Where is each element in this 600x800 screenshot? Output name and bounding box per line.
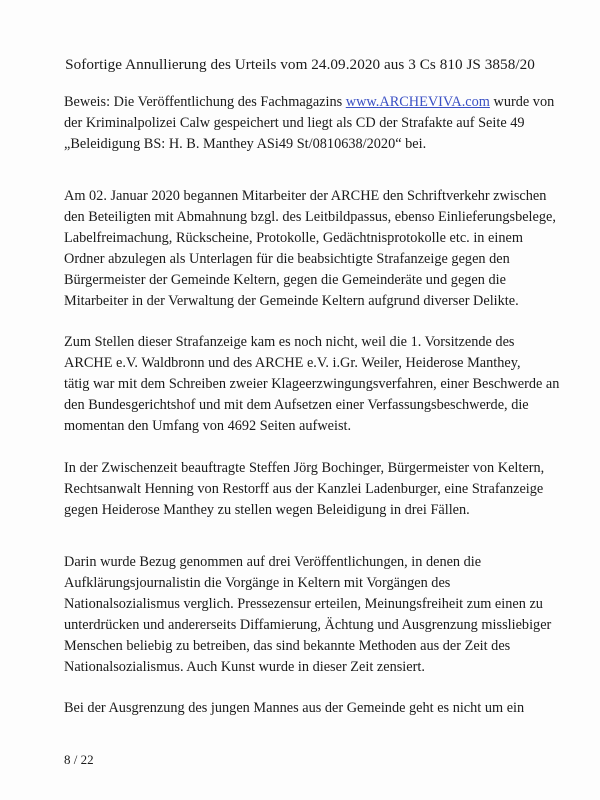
paragraph-line: Darin wurde Bezug genommen auf drei Veröffentlichungen, in denen die	[64, 554, 482, 570]
evidence-prefix: Beweis: Die Veröffentlichung des Fachmagazins	[64, 94, 346, 110]
paragraph-line: Am 02. Januar 2020 begannen Mitarbeiter der ARCHE den Schriftverkehr zwischen	[64, 188, 547, 204]
paragraph-1	[64, 186, 574, 312]
evidence-suffix: wurde von	[489, 94, 555, 110]
paragraph-line: momentan den Umfang von 4692 Seiten aufweist.	[64, 418, 352, 434]
paragraph-line: Nationalsozialismus verglich. Pressezensur erteilen, Meinungsfreiheit zum einen zu	[64, 596, 543, 612]
paragraph-line: Labelfreimachung, Rückscheine, Protokolle, Gedächtnisprotokolle etc. in einem	[64, 230, 523, 246]
paragraph-line: gegen Heiderose Manthey zu stellen wegen Beleidigung in drei Fällen.	[64, 502, 470, 518]
paragraph-line: Aufklärungsjournalistin die Vorgänge in Keltern mit Vorgängen des	[64, 575, 451, 591]
paragraph-3	[64, 458, 574, 521]
evidence-line-2: der Kriminalpolizei Calw gespeichert und liegt als CD der Strafakte auf Seite 49	[64, 115, 525, 131]
document-title: Sofortige Annullierung des Urteils vom 24.09.2020 aus 3 Cs 810 JS 3858/20	[65, 56, 535, 73]
paragraph-line: Mitarbeiter in der Verwaltung der Gemeinde Keltern aufgrund diverser Delikte.	[64, 293, 519, 309]
paragraph-line: Bürgermeister der Gemeinde Keltern, gegen die Gemeinderäte und gegen die	[64, 272, 506, 288]
paragraph-line: In der Zwischenzeit beauftragte Steffen Jörg Bochinger, Bürgermeister von Keltern,	[64, 460, 545, 476]
paragraph-line: Nationalsozialismus. Auch Kunst wurde in dieser Zeit zensiert.	[64, 659, 425, 675]
paragraph-line: den Bundesgerichtshof und mit dem Aufsetzen einer Verfassungsbeschwerde, die	[64, 397, 529, 413]
paragraph-line: unterdrücken und andererseits Diffamierung, Ächtung und Ausgrenzung missliebiger	[64, 617, 552, 633]
paragraph-line: Menschen beliebig zu betreiben, das sind bekannte Methoden aus der Zeit des	[64, 638, 511, 654]
paragraph-line: tätig war mit dem Schreiben zweier Klageerzwingungsverfahren, einer Beschwerde an	[64, 376, 560, 392]
archeviva-link[interactable]: www.ARCHEVIVA.com	[345, 94, 490, 110]
paragraph-line: Rechtsanwalt Henning von Restorff aus der Kanzlei Ladenburger, eine Strafanzeige	[64, 481, 544, 497]
paragraph-line: Bei der Ausgrenzung des jungen Mannes aus der Gemeinde geht es nicht um ein	[64, 700, 525, 716]
paragraph-line: den Beteiligten mit Abmahnung bzgl. des Leitbildpassus, ebenso Einlieferungsbelege,	[64, 209, 556, 225]
paragraph-line: ARCHE e.V. Waldbronn und des ARCHE e.V. i.Gr. Weiler, Heiderose Manthey,	[64, 355, 521, 371]
evidence-paragraph	[64, 92, 574, 155]
evidence-line-1	[64, 92, 574, 113]
page-number: 8 / 22	[64, 752, 94, 767]
paragraph-line: Zum Stellen dieser Strafanzeige kam es noch nicht, weil die 1. Vorsitzende des	[64, 334, 515, 350]
paragraph-4	[64, 552, 574, 678]
paragraph-5	[64, 698, 574, 719]
paragraph-line: Ordner abzulegen als Unterlagen für die beabsichtigte Strafanzeige gegen den	[64, 251, 510, 267]
paragraph-2	[64, 332, 574, 437]
evidence-line-3: „Beleidigung BS: H. B. Manthey ASi49 St/0810638/2020“ bei.	[64, 136, 427, 152]
